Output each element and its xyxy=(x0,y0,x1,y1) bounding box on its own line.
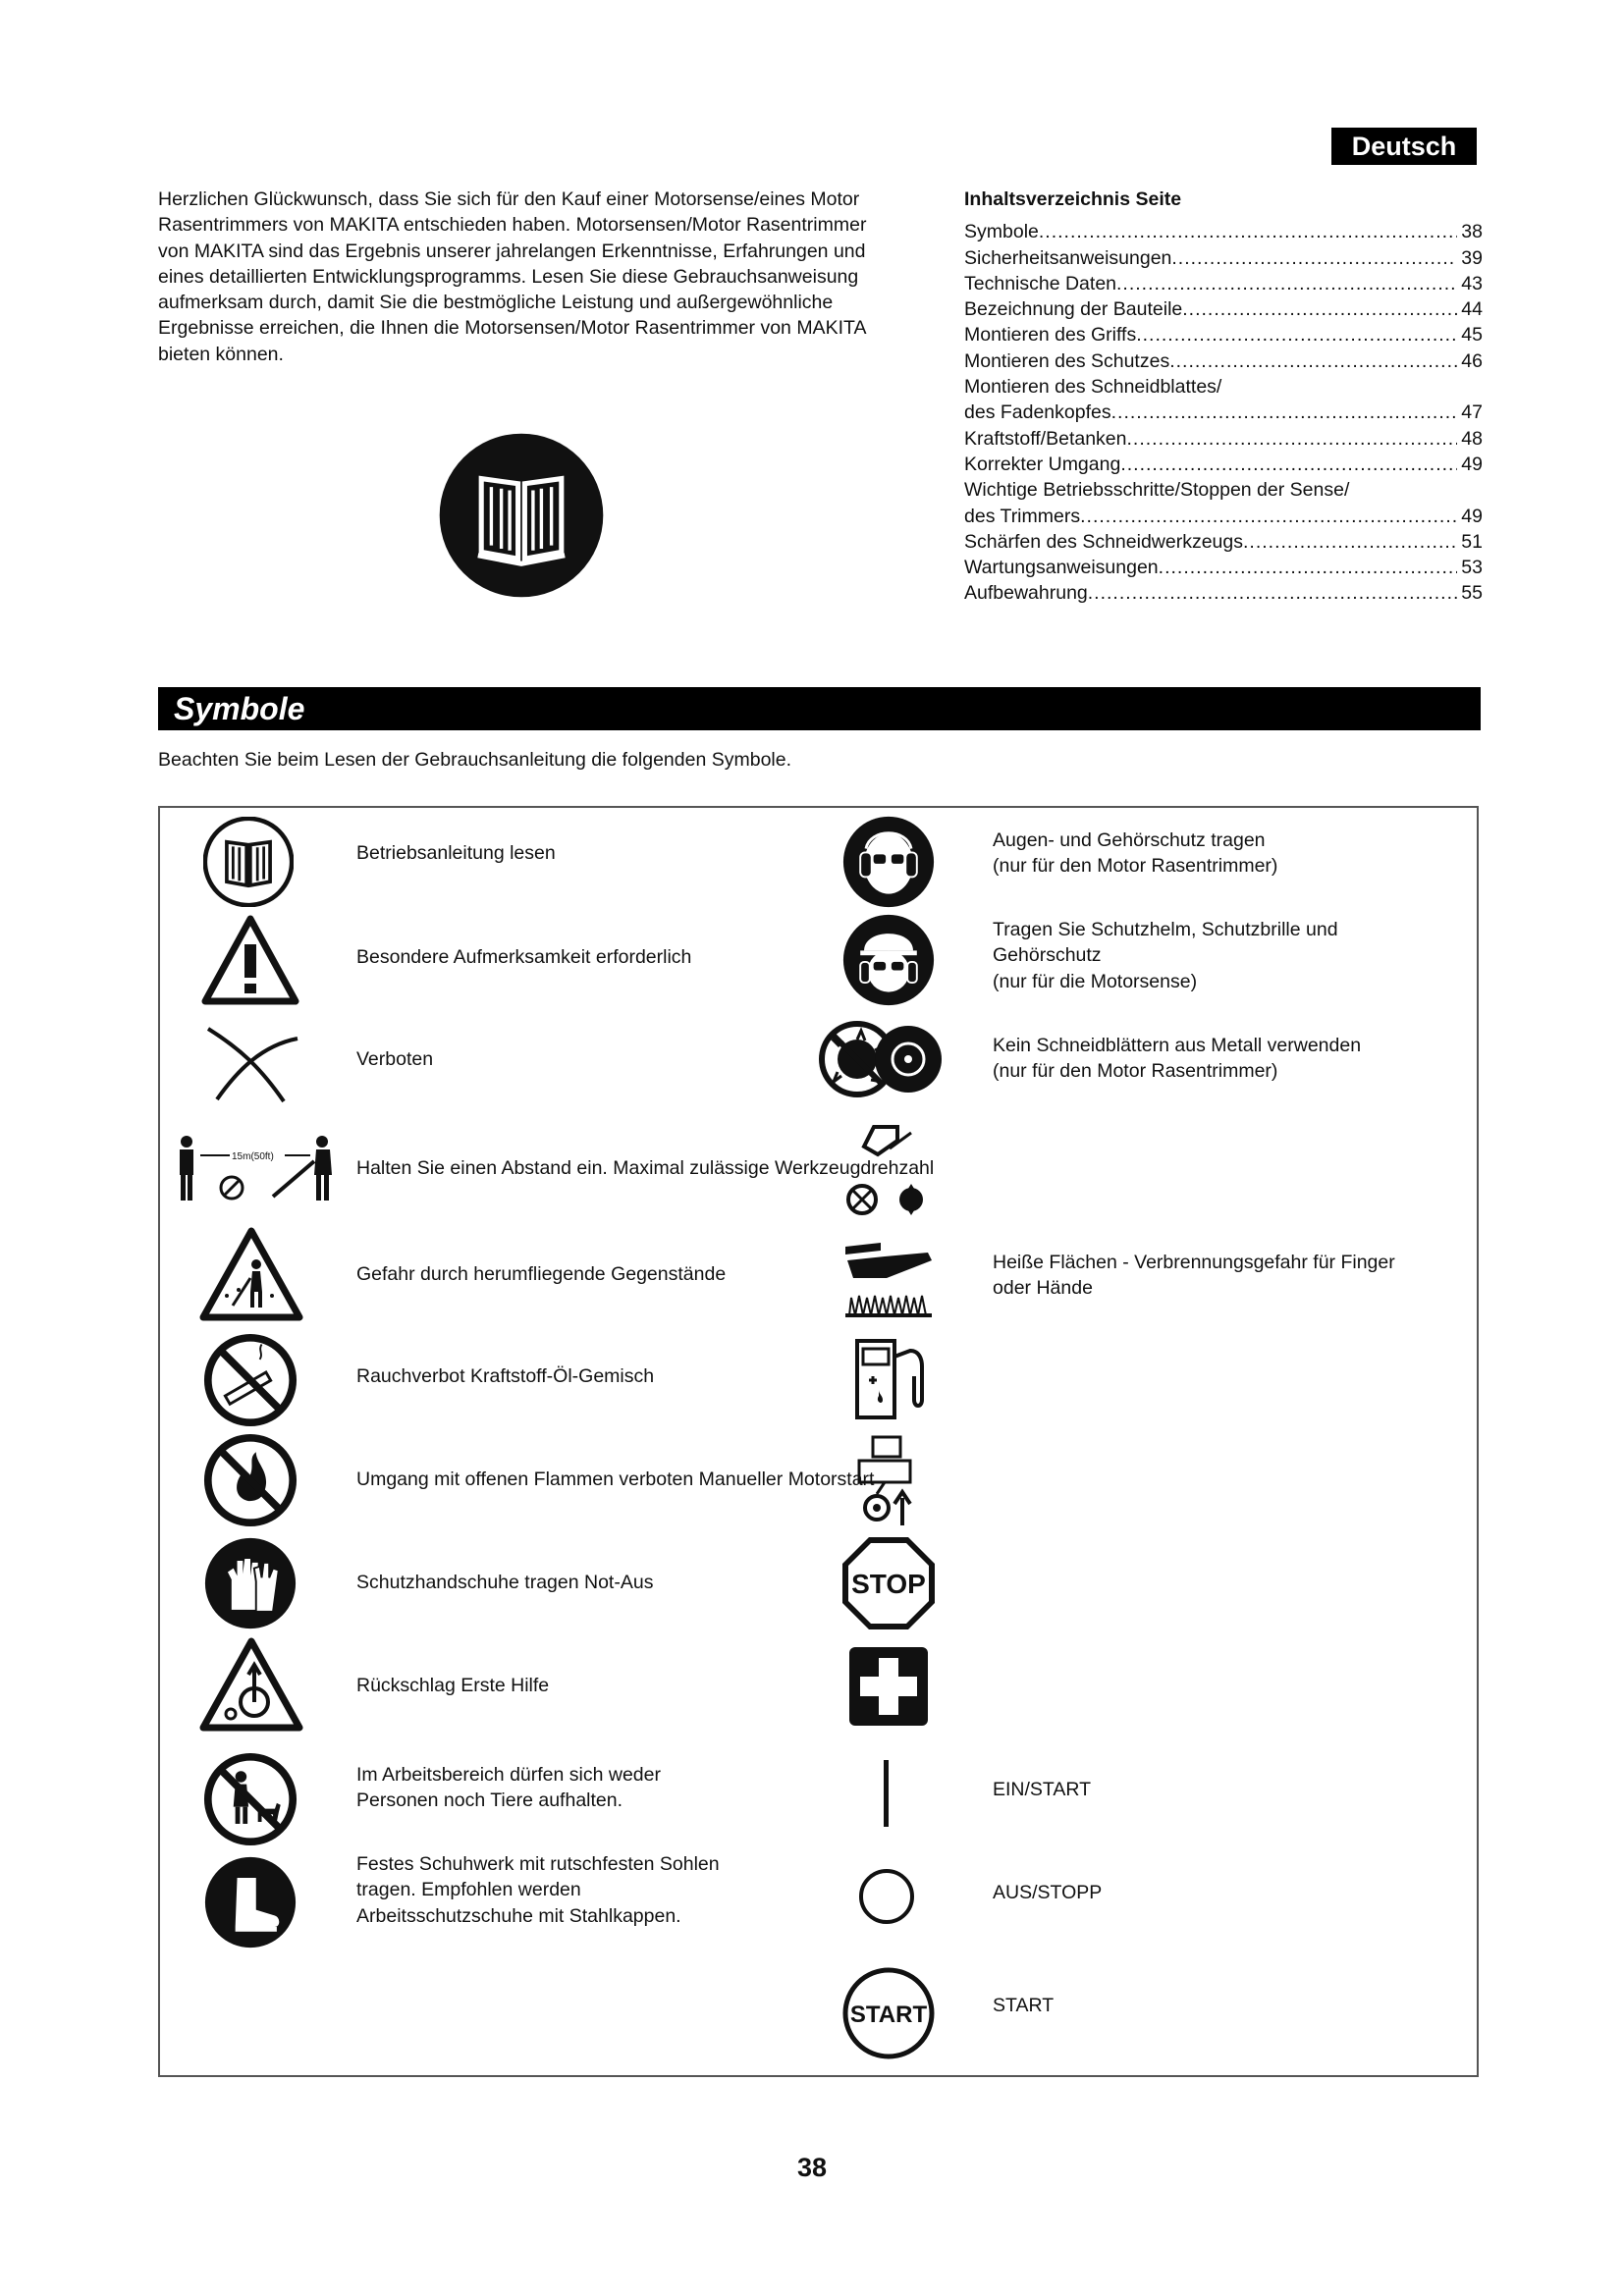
toc-entry-page: 53 xyxy=(1461,557,1483,579)
toc-entry-label: des Fadenkopfes xyxy=(964,401,1111,424)
book-icon xyxy=(203,817,294,907)
symbol-label: Rauchverbot Kraftstoff-Öl-Gemisch xyxy=(356,1365,655,1387)
symbol-label-line: Arbeitsschutzschuhe mit Stahlkappen. xyxy=(356,1904,681,1927)
toc-entry-page: 51 xyxy=(1461,530,1483,553)
toc-entry[interactable] xyxy=(964,400,1483,425)
symbol-label: Betriebsanleitung lesen xyxy=(356,842,556,864)
language-tab: Deutsch xyxy=(1331,128,1477,165)
symbol-label: Halten Sie einen Abstand ein. Maximal zulässige Werkzeugdrehzahl xyxy=(356,1157,935,1179)
symbol-label-line: Im Arbeitsbereich dürfen sich weder xyxy=(356,1764,661,1786)
book-icon xyxy=(438,432,605,599)
toc-entry-page: 49 xyxy=(1461,505,1483,527)
stop-sign-text: STOP xyxy=(851,1569,926,1599)
svg-text:15m(50ft): 15m(50ft) xyxy=(232,1151,274,1162)
on-start-icon xyxy=(882,1760,892,1827)
toc-entry-label: Bezeichnung der Bauteile xyxy=(964,298,1183,321)
toc-entry-label: Montieren des Schutzes xyxy=(964,349,1170,372)
symbol-label: Gefahr durch herumfliegende Gegenstände xyxy=(356,1263,727,1285)
symbol-label-line: Kein Schneidblättern aus Metall verwenden xyxy=(993,1035,1362,1056)
symbol-label: AUS/STOPP xyxy=(993,1882,1103,1903)
hot-surface-icon xyxy=(841,1239,936,1321)
symbol-label-line: tragen. Empfohlen werden xyxy=(356,1879,581,1901)
section-header-symbole: Symbole xyxy=(158,687,1481,730)
first-aid-icon xyxy=(846,1644,931,1729)
toc-entry-label: Korrekter Umgang xyxy=(964,453,1121,475)
symbol-label-line: Tragen Sie Schutzhelm, Schutzbrille und xyxy=(993,919,1338,940)
fuel-pump-icon xyxy=(851,1337,930,1421)
toc-entry-label: Wartungsanweisungen xyxy=(964,557,1159,579)
toc-entry-label: Symbole xyxy=(964,221,1039,243)
toc-entry-label: Kraftstoff/Betanken xyxy=(964,427,1127,450)
toc-entry[interactable] xyxy=(964,555,1483,580)
toc-entry-page: 55 xyxy=(1461,582,1483,605)
toc-entry-page: 43 xyxy=(1461,272,1483,294)
toc-entry[interactable] xyxy=(964,296,1483,322)
symbol-label: START xyxy=(993,1995,1055,2016)
symbol-label-line: (nur für den Motor Rasentrimmer) xyxy=(993,1060,1278,1083)
kickback-icon xyxy=(199,1637,303,1732)
toc-entry-label: Aufbewahrung xyxy=(964,582,1088,605)
symbol-label xyxy=(356,1851,720,1929)
keep-distance-icon xyxy=(175,1134,342,1202)
symbol-label-line: Augen- und Gehörschutz tragen xyxy=(993,829,1266,851)
eye-ear-protection-icon xyxy=(841,815,936,909)
intro-paragraph: Herzlichen Glückwunsch, dass Sie sich für den Kauf einer Motorsense/eines Motor Rasentrimmers von MAKITA entschieden haben. Motorsensen/Motor Rasentrimmer von MAKITA sind das Ergebnis unserer jahrelangen Erkenntnisse, Erfahrungen und eines detaillierten Entwicklungsprogramms. Lesen Sie diese Gebrauchsanweisung aufmerksam durch, damit Sie die bestmögliche Leistung und außergewöhnliche Ergebnisse erreichen, die Ihnen die Motorsensen/Motor Rasentrimmer von MAKITA bieten können. xyxy=(158,188,867,365)
toc-entry[interactable] xyxy=(964,322,1483,347)
symbol-label: Besondere Aufmerksamkeit erforderlich xyxy=(356,946,692,968)
no-smoking-icon xyxy=(203,1333,298,1427)
toc-entry-label: Sicherheitsanweisungen xyxy=(964,246,1172,269)
toc-entry[interactable] xyxy=(964,348,1483,374)
toc-entry[interactable] xyxy=(964,426,1483,452)
prohibited-cross-icon xyxy=(203,1021,301,1105)
off-stop-icon xyxy=(858,1868,915,1925)
warning-triangle-icon xyxy=(201,915,299,1005)
symbol-label-line: Festes Schuhwerk mit rutschfesten Sohlen xyxy=(356,1853,720,1875)
symbol-label-line: (nur für die Motorsense) xyxy=(993,970,1198,992)
symbol-label-line: (nur für den Motor Rasentrimmer) xyxy=(993,855,1278,878)
toc-entry[interactable] xyxy=(964,504,1483,529)
toc-entry-label: Wichtige Betriebsschritte/Stoppen der Sense/ xyxy=(964,479,1350,502)
flying-objects-icon xyxy=(199,1227,303,1321)
symbol-label xyxy=(993,1033,1361,1085)
toc-entry-page: 49 xyxy=(1461,453,1483,475)
symbol-label-line: Heiße Flächen - Verbrennungsgefahr für Finger xyxy=(993,1252,1395,1273)
toc-entry[interactable] xyxy=(964,219,1483,244)
start-icon-text: START xyxy=(849,2002,928,2028)
page-number: 38 xyxy=(796,2153,828,2182)
symbol-label: EIN/START xyxy=(993,1779,1092,1800)
toc-entry[interactable] xyxy=(964,452,1483,477)
symbol-label-line: Personen noch Tiere aufhalten. xyxy=(356,1789,623,1812)
toc-entry-page: 46 xyxy=(1461,349,1483,372)
symbol-label xyxy=(993,1250,1395,1302)
symbol-label: Schutzhandschuhe tragen Not-Aus xyxy=(356,1572,654,1593)
toc-entry-label: des Trimmers xyxy=(964,505,1081,527)
toc-entry[interactable] xyxy=(964,580,1483,606)
symbol-label xyxy=(993,917,1338,994)
symbol-label xyxy=(993,828,1277,880)
toc-entry-page: 48 xyxy=(1461,427,1483,450)
section-intro: Beachten Sie beim Lesen der Gebrauchsanleitung die folgenden Symbole. xyxy=(158,749,792,771)
toc-entry[interactable] xyxy=(964,529,1483,555)
toc-entry-label: Montieren des Griffs xyxy=(964,324,1137,347)
safety-boots-icon xyxy=(203,1855,298,1949)
gloves-icon xyxy=(203,1536,298,1630)
toc-entry[interactable] xyxy=(964,271,1483,296)
symbol-label: Verboten xyxy=(356,1048,434,1070)
no-open-flame-icon xyxy=(203,1433,298,1527)
helmet-goggles-earmuffs-icon xyxy=(841,913,936,1007)
symbol-label-line: Gehörschutz xyxy=(993,944,1102,967)
toc-entry-label: Technische Daten xyxy=(964,272,1117,294)
toc-entry-page: 44 xyxy=(1461,298,1483,321)
symbol-label: Umgang mit offenen Flammen verboten Manueller Motorstart xyxy=(356,1468,875,1490)
toc-entry-page: 38 xyxy=(1461,221,1483,243)
toc-entry-label: Schärfen des Schneidwerkzeugs xyxy=(964,530,1243,553)
toc-entry-page: 45 xyxy=(1461,324,1483,347)
symbol-label: Rückschlag Erste Hilfe xyxy=(356,1675,550,1696)
max-speed-icon xyxy=(835,1119,943,1227)
toc-entry[interactable] xyxy=(964,245,1483,271)
table-of-contents xyxy=(964,187,1483,607)
start-icon xyxy=(841,1966,936,2060)
symbol-label xyxy=(356,1762,661,1814)
no-metal-blade-icon xyxy=(818,1019,944,1099)
symbol-label-line: oder Hände xyxy=(993,1277,1093,1300)
toc-entry-page: 39 xyxy=(1461,246,1483,269)
no-persons-animals-icon xyxy=(203,1752,298,1846)
manual-start-icon xyxy=(851,1433,930,1527)
toc-title: Inhaltsverzeichnis Seite xyxy=(964,188,1182,210)
stop-sign-icon xyxy=(839,1534,938,1632)
toc-entry-label: Montieren des Schneidblattes/ xyxy=(964,376,1222,399)
toc-entry-page: 47 xyxy=(1461,401,1483,424)
